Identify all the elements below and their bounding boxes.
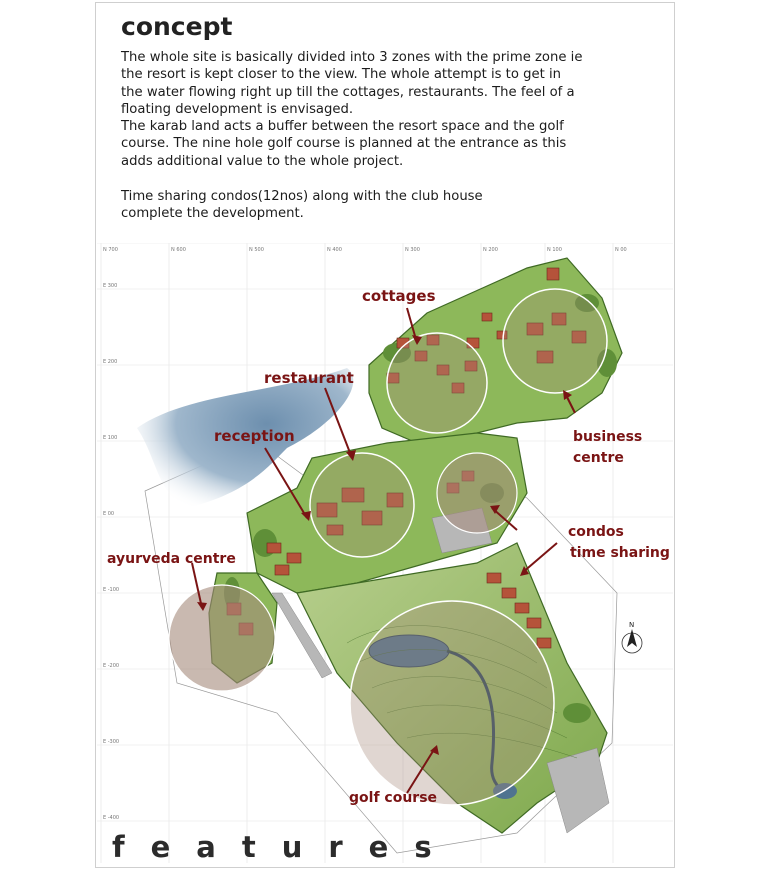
grid-label: N 700 xyxy=(103,247,118,253)
grid-label: E 200 xyxy=(103,359,118,365)
grid-label: N 400 xyxy=(327,247,342,253)
grid-label: N 300 xyxy=(405,247,420,253)
paragraph-line: complete the development. xyxy=(121,206,304,222)
paragraph-line: adds additional value to the whole project. xyxy=(121,153,404,169)
label-condos-line1: condos xyxy=(568,524,624,540)
golf-zone xyxy=(350,601,554,805)
business-centre-zone xyxy=(503,289,607,393)
grid-label: E 300 xyxy=(103,283,118,289)
concept-paragraph-2 xyxy=(121,118,566,170)
label-reception: reception xyxy=(214,427,295,445)
label-condos-line2: time sharing xyxy=(570,545,670,561)
concept-title: concept xyxy=(121,12,233,41)
concept-paragraph-1 xyxy=(121,49,582,118)
north-arrow-letter: N xyxy=(629,621,635,629)
paragraph-line: The karab land acts a buffer between the resort space and the golf xyxy=(121,119,564,134)
label-business-centre-line1: business xyxy=(573,429,643,445)
label-ayurveda-centre: ayurveda centre xyxy=(107,551,236,567)
north-arrow-needle xyxy=(627,629,637,647)
grid-label: N 200 xyxy=(483,247,498,253)
label-business-centre-line2: centre xyxy=(573,450,624,466)
ayurveda-zone xyxy=(169,585,275,691)
grid-label: N 100 xyxy=(547,247,562,253)
paragraph-line: floating development is envisaged. xyxy=(121,101,354,117)
paragraph-line: The whole site is basically divided into 3 zones with the prime zone ie xyxy=(121,50,583,65)
features-heading: features xyxy=(112,830,458,864)
paragraph-line: the resort is kept closer to the view. The whole attempt is to get in xyxy=(121,67,561,83)
grid-label: E -300 xyxy=(103,739,120,745)
grid-label: E -100 xyxy=(103,587,120,593)
north-arrow xyxy=(622,621,642,653)
site-plan-drawing xyxy=(97,243,673,863)
grid-label: N 600 xyxy=(171,247,186,253)
paragraph-line: Time sharing condos(12nos) along with the club house xyxy=(121,189,483,204)
label-cottages: cottages xyxy=(362,287,436,305)
grid-label: E -400 xyxy=(103,815,120,821)
paragraph-line: course. The nine hole golf course is planned at the entrance as this xyxy=(121,136,567,152)
restaurant-zone xyxy=(310,453,414,557)
cottages-zone xyxy=(387,333,487,433)
label-restaurant: restaurant xyxy=(264,369,354,387)
grid-label: E 100 xyxy=(103,435,118,441)
grid-label: E -200 xyxy=(103,663,120,669)
paragraph-line: the water flowing right up till the cottages, restaurants. The feel of a xyxy=(121,84,575,100)
label-golf-course: golf course xyxy=(349,790,438,806)
grid-label: N 00 xyxy=(615,247,627,253)
concept-paragraph-3 xyxy=(121,188,483,223)
grid-label: N 500 xyxy=(249,247,264,253)
grid-label: E 00 xyxy=(103,511,115,517)
site-plan xyxy=(97,243,673,863)
grid-top-labels xyxy=(103,247,627,253)
condos-zone xyxy=(437,453,517,533)
